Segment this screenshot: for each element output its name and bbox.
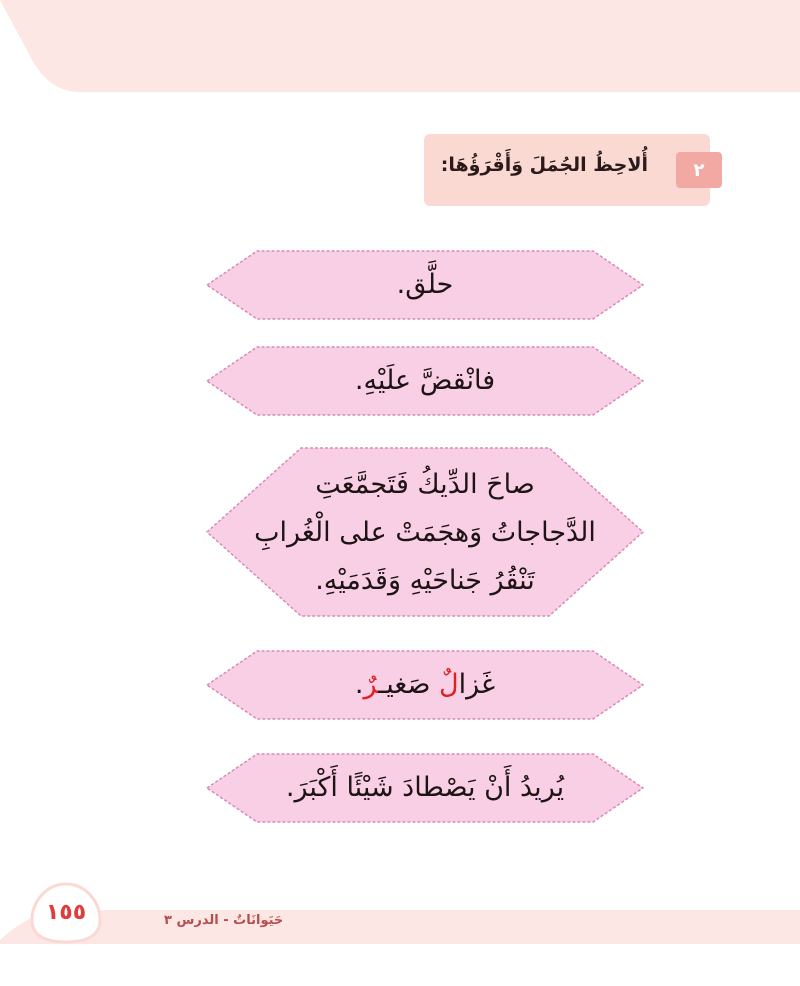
sentence-card-4: [205, 649, 645, 721]
sentence-card-3: [205, 446, 645, 618]
sentence-card-1: [205, 249, 645, 321]
card-4-part-1: غَزا: [458, 669, 496, 700]
exercise-number-badge: ٢: [676, 152, 722, 188]
card-4-period: .: [354, 669, 364, 700]
instruction-box: [424, 134, 710, 206]
card-4-part-2: صَغيـ: [378, 669, 439, 700]
sentence-card-2: [205, 345, 645, 417]
card-4-highlight-1: لٌ: [438, 669, 459, 700]
bottom-decorative-band: [0, 900, 800, 986]
card-3-line-2: الدَّجاجاتُ وَهجَمَتْ على الْغُرابِ: [254, 517, 596, 548]
card-4-text: [205, 662, 645, 708]
card-1-text: حلَّق.: [396, 269, 454, 300]
card-3-line-1: صاحَ الدِّيكُ فَتَجمَّعَتِ: [315, 469, 535, 500]
instruction-text: أُلاحِظُ الجُمَلَ وَأَقْرَؤُهَا:: [440, 154, 648, 176]
page-number: ١٥٥: [45, 900, 87, 925]
lesson-label: حَيَوانَاتٌ - الدرس ٣: [164, 913, 284, 928]
top-decorative-band: [0, 0, 800, 100]
card-5-text: يُريدُ أَنْ يَصْطادَ شَيْئًا أَكْبَرَ.: [285, 772, 565, 803]
card-3-line-3: تَنْقُرُ جَناحَيْهِ وَقَدَمَيْهِ.: [315, 565, 535, 596]
card-4-highlight-2: رٌ: [363, 669, 379, 700]
sentence-card-5: [205, 752, 645, 824]
card-2-text: فانْقضَّ علَيْهِ.: [354, 365, 496, 396]
